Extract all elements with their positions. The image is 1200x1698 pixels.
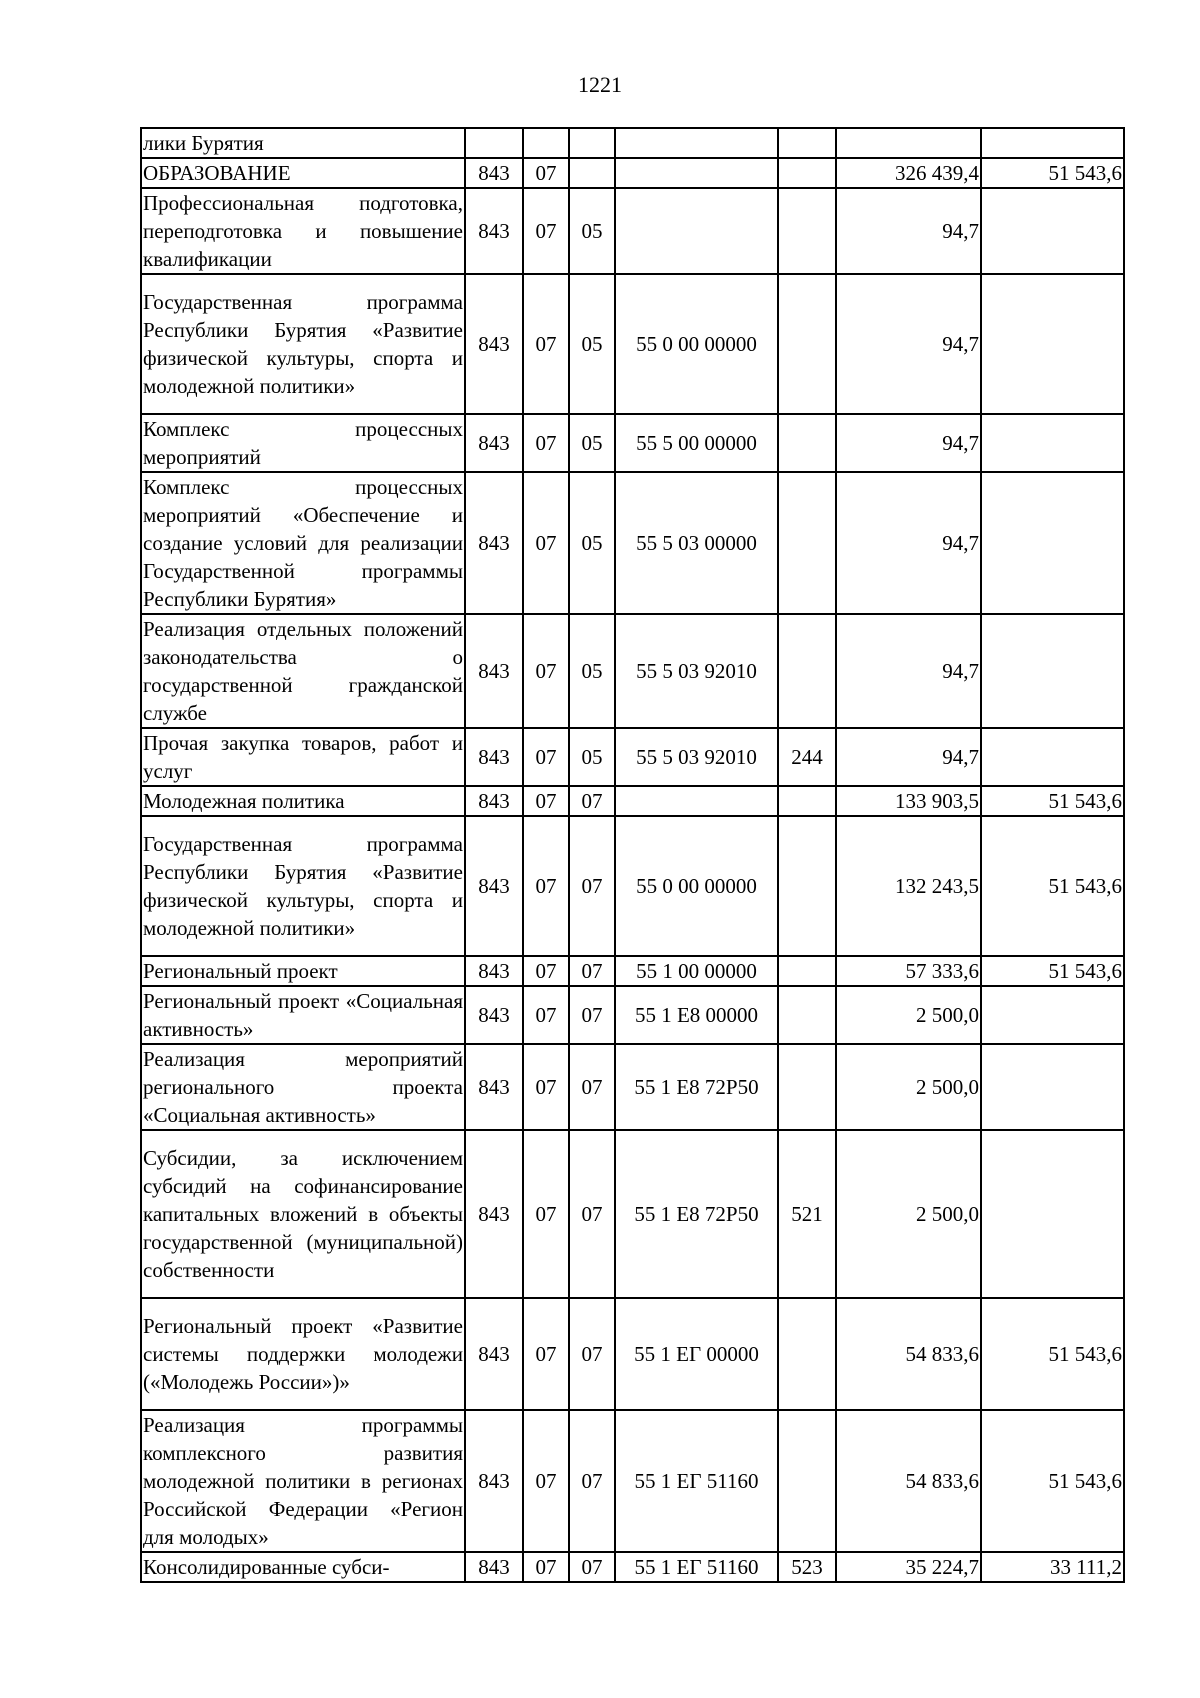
ministry-code-cell: 843 bbox=[465, 1298, 523, 1410]
amount-cell: 94,7 bbox=[836, 188, 981, 274]
item-name-cell: Региональный проект bbox=[141, 956, 465, 986]
table-row bbox=[141, 1298, 1124, 1410]
ministry-code-cell: 843 bbox=[465, 956, 523, 986]
target-article-cell: 55 1 00 00000 bbox=[615, 956, 778, 986]
table-row bbox=[141, 472, 1124, 614]
table-row bbox=[141, 956, 1124, 986]
ministry-code-cell: 843 bbox=[465, 274, 523, 414]
ministry-code-cell: 843 bbox=[465, 1130, 523, 1298]
ministry-code-cell: 843 bbox=[465, 816, 523, 956]
item-name-cell: Субсидии, за исключением субсидий на софинансирование капитальных вложений в объекты государственной (муниципальной) собственности bbox=[141, 1130, 465, 1298]
expense-type-cell bbox=[778, 786, 836, 816]
amount-federal-cell: 33 111,2 bbox=[981, 1552, 1124, 1582]
item-name-cell: Реализация отдельных положений законодательства о государственной гражданской службе bbox=[141, 614, 465, 728]
table-row bbox=[141, 1130, 1124, 1298]
target-article-cell: 55 1 ЕГ 00000 bbox=[615, 1298, 778, 1410]
section-code-cell: 07 bbox=[523, 1130, 569, 1298]
amount-federal-cell bbox=[981, 414, 1124, 472]
table-row bbox=[141, 1552, 1124, 1582]
target-article-cell: 55 5 00 00000 bbox=[615, 414, 778, 472]
section-code-cell bbox=[523, 128, 569, 158]
target-article-cell bbox=[615, 786, 778, 816]
amount-federal-cell: 51 543,6 bbox=[981, 1410, 1124, 1552]
amount-federal-cell: 51 543,6 bbox=[981, 158, 1124, 188]
amount-cell: 326 439,4 bbox=[836, 158, 981, 188]
amount-federal-cell bbox=[981, 274, 1124, 414]
subsection-code-cell: 05 bbox=[569, 414, 615, 472]
item-name-cell: Реализация мероприятий регионального проекта «Социальная активность» bbox=[141, 1044, 465, 1130]
item-name-cell: Региональный проект «Развитие системы поддержки молодежи («Молодежь России»)» bbox=[141, 1298, 465, 1410]
amount-federal-cell: 51 543,6 bbox=[981, 786, 1124, 816]
item-name-cell: Молодежная политика bbox=[141, 786, 465, 816]
amount-cell: 54 833,6 bbox=[836, 1410, 981, 1552]
amount-cell: 2 500,0 bbox=[836, 1130, 981, 1298]
target-article-cell: 55 1 Е8 00000 bbox=[615, 986, 778, 1044]
subsection-code-cell bbox=[569, 128, 615, 158]
section-code-cell: 07 bbox=[523, 1410, 569, 1552]
item-name-cell: Государственная программа Республики Бурятия «Развитие физической культуры, спорта и молодежной политики» bbox=[141, 816, 465, 956]
item-name-cell: Комплекс процессных мероприятий «Обеспечение и создание условий для реализации Государственной программы Республики Бурятия» bbox=[141, 472, 465, 614]
table-row bbox=[141, 786, 1124, 816]
subsection-code-cell: 07 bbox=[569, 986, 615, 1044]
subsection-code-cell: 05 bbox=[569, 188, 615, 274]
subsection-code-cell: 07 bbox=[569, 1552, 615, 1582]
budget-table-body bbox=[141, 128, 1124, 1582]
section-code-cell: 07 bbox=[523, 472, 569, 614]
section-code-cell: 07 bbox=[523, 1552, 569, 1582]
subsection-code-cell: 05 bbox=[569, 274, 615, 414]
amount-cell bbox=[836, 128, 981, 158]
amount-federal-cell: 51 543,6 bbox=[981, 956, 1124, 986]
amount-cell: 94,7 bbox=[836, 472, 981, 614]
expense-type-cell bbox=[778, 472, 836, 614]
expense-type-cell bbox=[778, 614, 836, 728]
expense-type-cell bbox=[778, 1298, 836, 1410]
amount-federal-cell bbox=[981, 128, 1124, 158]
table-row bbox=[141, 728, 1124, 786]
item-name-cell: лики Бурятия bbox=[141, 128, 465, 158]
expense-type-cell bbox=[778, 188, 836, 274]
table-row bbox=[141, 986, 1124, 1044]
expense-type-cell: 521 bbox=[778, 1130, 836, 1298]
expense-type-cell bbox=[778, 986, 836, 1044]
section-code-cell: 07 bbox=[523, 986, 569, 1044]
amount-federal-cell bbox=[981, 614, 1124, 728]
ministry-code-cell: 843 bbox=[465, 1410, 523, 1552]
amount-federal-cell: 51 543,6 bbox=[981, 816, 1124, 956]
section-code-cell: 07 bbox=[523, 728, 569, 786]
subsection-code-cell: 07 bbox=[569, 786, 615, 816]
ministry-code-cell: 843 bbox=[465, 986, 523, 1044]
expense-type-cell bbox=[778, 158, 836, 188]
amount-federal-cell bbox=[981, 986, 1124, 1044]
target-article-cell: 55 1 ЕГ 51160 bbox=[615, 1552, 778, 1582]
amount-cell: 54 833,6 bbox=[836, 1298, 981, 1410]
subsection-code-cell: 05 bbox=[569, 728, 615, 786]
item-name-cell: ОБРАЗОВАНИЕ bbox=[141, 158, 465, 188]
section-code-cell: 07 bbox=[523, 816, 569, 956]
item-name-cell: Государственная программа Республики Бурятия «Развитие физической культуры, спорта и молодежной политики» bbox=[141, 274, 465, 414]
ministry-code-cell: 843 bbox=[465, 188, 523, 274]
ministry-code-cell: 843 bbox=[465, 414, 523, 472]
expense-type-cell bbox=[778, 816, 836, 956]
amount-cell: 2 500,0 bbox=[836, 1044, 981, 1130]
subsection-code-cell: 07 bbox=[569, 1044, 615, 1130]
section-code-cell: 07 bbox=[523, 786, 569, 816]
item-name-cell: Комплекс процессных мероприятий bbox=[141, 414, 465, 472]
table-row bbox=[141, 614, 1124, 728]
section-code-cell: 07 bbox=[523, 1044, 569, 1130]
item-name-cell: Консолидированные субси- bbox=[141, 1552, 465, 1582]
section-code-cell: 07 bbox=[523, 274, 569, 414]
section-code-cell: 07 bbox=[523, 158, 569, 188]
ministry-code-cell: 843 bbox=[465, 1044, 523, 1130]
item-name-cell: Прочая закупка товаров, работ и услуг bbox=[141, 728, 465, 786]
target-article-cell: 55 1 ЕГ 51160 bbox=[615, 1410, 778, 1552]
expense-type-cell: 244 bbox=[778, 728, 836, 786]
subsection-code-cell bbox=[569, 158, 615, 188]
target-article-cell bbox=[615, 128, 778, 158]
subsection-code-cell: 07 bbox=[569, 1410, 615, 1552]
item-name-cell: Профессиональная подготовка, переподготовка и повышение квалификации bbox=[141, 188, 465, 274]
table-row bbox=[141, 1044, 1124, 1130]
expense-type-cell bbox=[778, 956, 836, 986]
target-article-cell: 55 5 03 92010 bbox=[615, 614, 778, 728]
section-code-cell: 07 bbox=[523, 1298, 569, 1410]
subsection-code-cell: 07 bbox=[569, 1130, 615, 1298]
target-article-cell: 55 1 Е8 72Р50 bbox=[615, 1044, 778, 1130]
amount-federal-cell: 51 543,6 bbox=[981, 1298, 1124, 1410]
amount-cell: 2 500,0 bbox=[836, 986, 981, 1044]
amount-federal-cell bbox=[981, 1130, 1124, 1298]
target-article-cell bbox=[615, 188, 778, 274]
expense-type-cell bbox=[778, 274, 836, 414]
subsection-code-cell: 07 bbox=[569, 1298, 615, 1410]
amount-cell: 94,7 bbox=[836, 614, 981, 728]
page-number: 1221 bbox=[578, 72, 622, 97]
amount-federal-cell bbox=[981, 1044, 1124, 1130]
target-article-cell: 55 0 00 00000 bbox=[615, 274, 778, 414]
table-row bbox=[141, 274, 1124, 414]
section-code-cell: 07 bbox=[523, 188, 569, 274]
target-article-cell: 55 5 03 92010 bbox=[615, 728, 778, 786]
target-article-cell: 55 1 Е8 72Р50 bbox=[615, 1130, 778, 1298]
table-row bbox=[141, 128, 1124, 158]
table-row bbox=[141, 816, 1124, 956]
table-row bbox=[141, 158, 1124, 188]
section-code-cell: 07 bbox=[523, 614, 569, 728]
section-code-cell: 07 bbox=[523, 414, 569, 472]
item-name-cell: Реализация программы комплексного развития молодежной политики в регионах Российской Федерации «Регион для молодых» bbox=[141, 1410, 465, 1552]
table-row bbox=[141, 1410, 1124, 1552]
amount-cell: 94,7 bbox=[836, 414, 981, 472]
amount-cell: 133 903,5 bbox=[836, 786, 981, 816]
target-article-cell bbox=[615, 158, 778, 188]
section-code-cell: 07 bbox=[523, 956, 569, 986]
ministry-code-cell: 843 bbox=[465, 1552, 523, 1582]
subsection-code-cell: 07 bbox=[569, 816, 615, 956]
ministry-code-cell bbox=[465, 128, 523, 158]
ministry-code-cell: 843 bbox=[465, 614, 523, 728]
amount-cell: 94,7 bbox=[836, 274, 981, 414]
item-name-cell: Региональный проект «Социальная активность» bbox=[141, 986, 465, 1044]
expense-type-cell: 523 bbox=[778, 1552, 836, 1582]
subsection-code-cell: 07 bbox=[569, 956, 615, 986]
table-row bbox=[141, 414, 1124, 472]
ministry-code-cell: 843 bbox=[465, 786, 523, 816]
amount-cell: 35 224,7 bbox=[836, 1552, 981, 1582]
subsection-code-cell: 05 bbox=[569, 472, 615, 614]
target-article-cell: 55 5 03 00000 bbox=[615, 472, 778, 614]
amount-federal-cell bbox=[981, 472, 1124, 614]
ministry-code-cell: 843 bbox=[465, 472, 523, 614]
ministry-code-cell: 843 bbox=[465, 728, 523, 786]
budget-table bbox=[140, 127, 1125, 1583]
amount-federal-cell bbox=[981, 188, 1124, 274]
expense-type-cell bbox=[778, 414, 836, 472]
target-article-cell: 55 0 00 00000 bbox=[615, 816, 778, 956]
expense-type-cell bbox=[778, 128, 836, 158]
subsection-code-cell: 05 bbox=[569, 614, 615, 728]
amount-cell: 132 243,5 bbox=[836, 816, 981, 956]
amount-federal-cell bbox=[981, 728, 1124, 786]
table-row bbox=[141, 188, 1124, 274]
expense-type-cell bbox=[778, 1044, 836, 1130]
amount-cell: 57 333,6 bbox=[836, 956, 981, 986]
amount-cell: 94,7 bbox=[836, 728, 981, 786]
ministry-code-cell: 843 bbox=[465, 158, 523, 188]
expense-type-cell bbox=[778, 1410, 836, 1552]
